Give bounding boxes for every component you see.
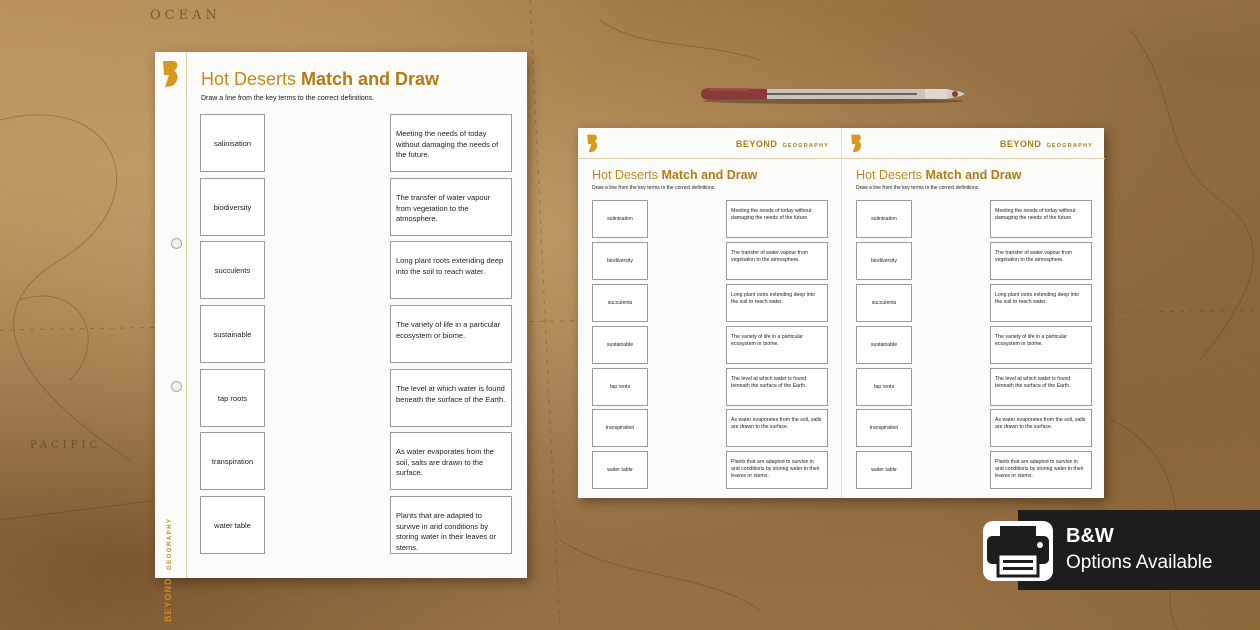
title-plain: Hot Deserts xyxy=(201,69,297,89)
page-header xyxy=(842,128,1105,159)
term-box: succulents xyxy=(856,284,912,322)
worksheet-instruction: Draw a line from the key terms to the correct definitions. xyxy=(592,185,716,191)
title-plain: Hot Deserts xyxy=(592,168,658,182)
term-box: salinisation xyxy=(856,200,912,238)
worksheet-page-large xyxy=(155,52,527,622)
brand-main: BEYOND xyxy=(999,139,1042,149)
worksheet-page-left xyxy=(578,128,841,498)
term-box: biodiversity xyxy=(856,242,912,280)
definition-box: Long plant roots extending deep into the soil to reach water. xyxy=(726,284,828,322)
worksheet-instruction: Draw a line from the key terms to the correct definitions. xyxy=(856,185,980,191)
term-box: succulents xyxy=(200,241,265,299)
definition-box: Plants that are adapted to survive in arid conditions by storing water in their leaves or stems. xyxy=(390,496,512,554)
definition-box: The level at which water is found beneath the surface of the Earth. xyxy=(390,369,512,427)
brand-main: BEYOND xyxy=(163,577,173,622)
term-box: succulents xyxy=(592,284,648,322)
header-brand xyxy=(1000,139,1093,149)
definition-box: Long plant roots extending deep into the soil to reach water. xyxy=(990,284,1092,322)
term-box: salinisation xyxy=(592,200,648,238)
page-header xyxy=(578,128,841,159)
term-box: sustainable xyxy=(592,326,648,364)
bw-options-badge xyxy=(1018,510,1260,590)
definition-box: The level at which water is found beneath the surface of the Earth. xyxy=(726,368,828,406)
term-box: salinisation xyxy=(200,114,265,172)
term-box: tap roots xyxy=(856,368,912,406)
map-label-pacific: PACIFIC xyxy=(30,440,102,451)
term-box: transpiration xyxy=(856,409,912,447)
definition-box: The level at which water is found beneath the surface of the Earth. xyxy=(990,368,1092,406)
term-box: sustainable xyxy=(856,326,912,364)
definition-box: The variety of life in a particular ecosystem or biome. xyxy=(390,305,512,363)
punch-hole xyxy=(171,238,182,249)
definition-box: The transfer of water vapour from vegetation to the atmosphere. xyxy=(726,242,828,280)
term-box: biodiversity xyxy=(200,178,265,236)
beyond-logo-icon xyxy=(849,134,863,153)
term-box: transpiration xyxy=(592,409,648,447)
worksheet-instruction: Draw a line from the key terms to the correct definitions. xyxy=(201,95,375,102)
pen-icon xyxy=(699,84,967,106)
worksheet-spread xyxy=(578,128,1104,498)
term-box: sustainable xyxy=(200,305,265,363)
definition-box: Meeting the needs of today without damaging the needs of the future. xyxy=(726,200,828,238)
definition-box: The transfer of water vapour from vegetation to the atmosphere. xyxy=(990,242,1092,280)
definition-box: Plants that are adapted to survive in arid conditions by storing water in their leaves or stems. xyxy=(990,451,1092,489)
term-box: tap roots xyxy=(592,368,648,406)
definition-box: As water evaporates from the soil, salts are drawn to the surface. xyxy=(726,409,828,447)
printer-icon xyxy=(982,520,1054,582)
title-bold: Match and Draw xyxy=(925,168,1022,182)
term-box: tap roots xyxy=(200,369,265,427)
brand-sub: GEOGRAPHY xyxy=(782,143,829,149)
worksheet-page-right xyxy=(841,128,1104,498)
badge-title: B&W xyxy=(1066,525,1114,547)
definition-box: Meeting the needs of today without damaging the needs of the future. xyxy=(990,200,1092,238)
definition-box: The variety of life in a particular ecosystem or biome. xyxy=(990,326,1092,364)
title-bold: Match and Draw xyxy=(301,69,440,89)
definition-box: As water evaporates from the soil, salts are drawn to the surface. xyxy=(390,432,512,490)
title-plain: Hot Deserts xyxy=(856,168,922,182)
beyond-logo-icon xyxy=(160,60,180,88)
printer-icon-wrap xyxy=(982,520,1054,582)
worksheet-title xyxy=(201,69,439,90)
term-box: water table xyxy=(592,451,648,489)
definition-box: Long plant roots extending deep into the soil to reach water. xyxy=(390,241,512,299)
term-box: biodiversity xyxy=(592,242,648,280)
definition-box: As water evaporates from the soil, salts are drawn to the surface. xyxy=(990,409,1092,447)
definition-box: The transfer of water vapour from vegetation to the atmosphere. xyxy=(390,178,512,236)
badge-subtitle: Options Available xyxy=(1066,552,1213,573)
header-brand xyxy=(736,139,829,149)
brand-sub: GEOGRAPHY xyxy=(167,517,173,570)
definition-box: The variety of life in a particular ecosystem or biome. xyxy=(726,326,828,364)
brand-main: BEYOND xyxy=(735,139,778,149)
brand-sub: GEOGRAPHY xyxy=(1046,143,1093,149)
definition-box: Meeting the needs of today without damaging the needs of the future. xyxy=(390,114,512,172)
worksheet-title xyxy=(592,168,757,182)
beyond-logo-icon xyxy=(585,134,599,153)
map-label-ocean: OCEAN xyxy=(150,8,221,23)
punch-hole xyxy=(171,381,182,392)
definition-box: Plants that are adapted to survive in arid conditions by storing water in their leaves or stems. xyxy=(726,451,828,489)
worksheet-sidebar xyxy=(155,52,187,578)
worksheet-title xyxy=(856,168,1021,182)
title-bold: Match and Draw xyxy=(661,168,758,182)
term-box: water table xyxy=(856,451,912,489)
term-box: water table xyxy=(200,496,265,554)
side-brand-text xyxy=(163,517,173,622)
term-box: transpiration xyxy=(200,432,265,490)
